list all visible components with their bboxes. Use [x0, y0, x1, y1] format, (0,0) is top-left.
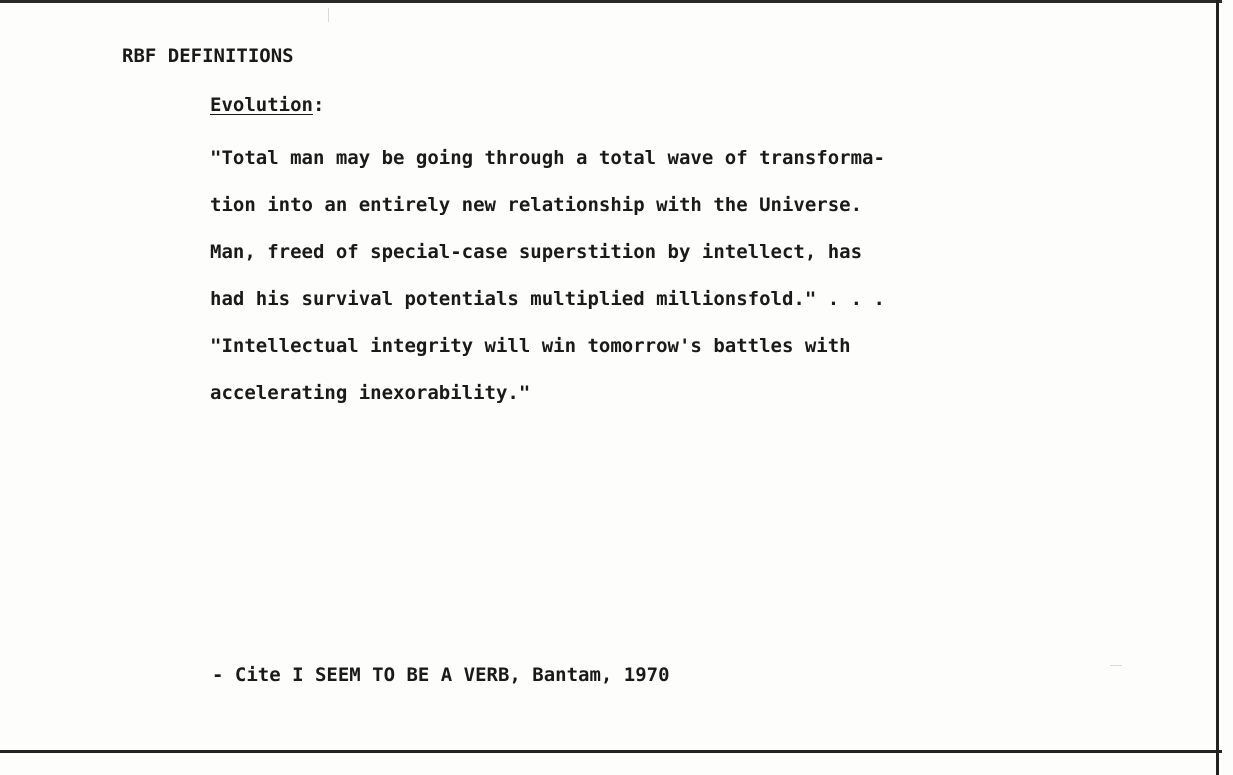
quote-line: "Intellectual integrity will win tomorrow's battles with	[210, 335, 851, 357]
quote-line: accelerating inexorability."	[210, 382, 531, 404]
definition-term-word: Evolution	[210, 94, 313, 116]
quote-line: Man, freed of special-case superstition by intellect, has	[210, 241, 863, 263]
page-right-border	[1216, 0, 1219, 775]
page-top-border	[0, 0, 1222, 3]
definition-quote	[210, 138, 1080, 420]
quote-line: had his survival potentials multiplied millionsfold." . . .	[210, 288, 885, 310]
page-bottom-border	[0, 750, 1222, 753]
scan-speck	[328, 8, 329, 22]
definition-term	[210, 94, 324, 116]
quote-line: "Total man may be going through a total wave of transforma-	[210, 147, 885, 169]
scan-speck	[1110, 665, 1122, 666]
definition-term-colon: :	[312, 94, 325, 116]
citation: - Cite I SEEM TO BE A VERB, Bantam, 1970	[212, 664, 670, 686]
quote-line: tion into an entirely new relationship with the Universe.	[210, 194, 863, 216]
document-header: RBF DEFINITIONS	[122, 45, 294, 67]
